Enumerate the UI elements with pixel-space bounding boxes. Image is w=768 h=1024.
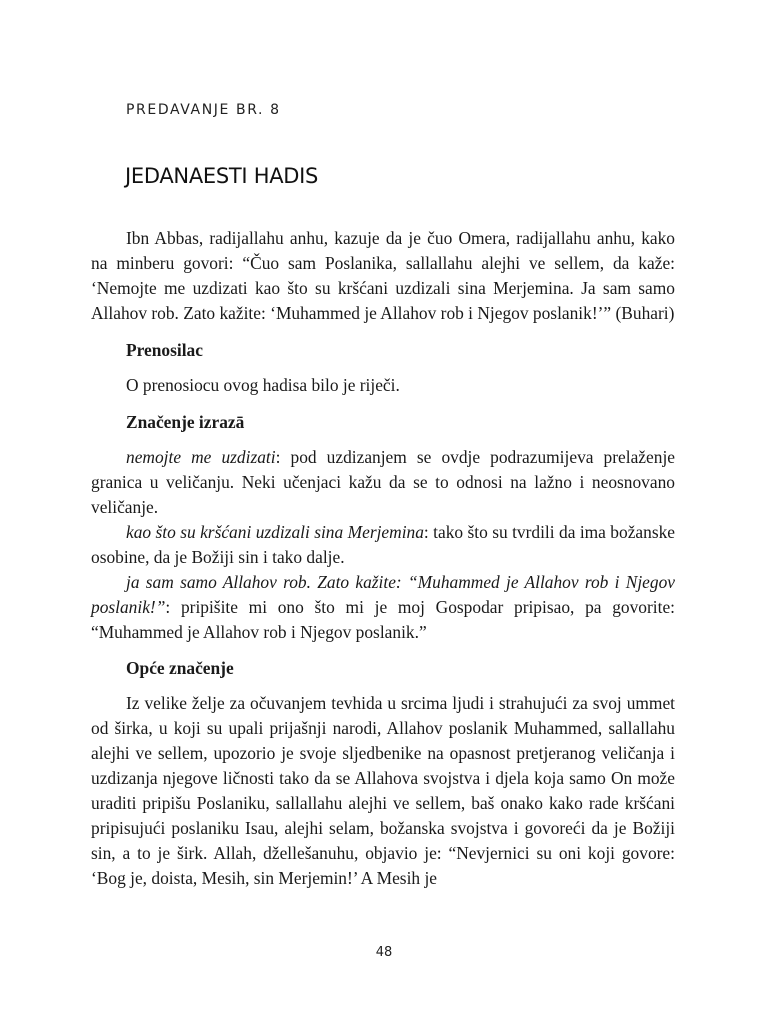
section-heading-general-meaning: Opće značenje [126, 658, 234, 678]
term-definition: : pod uzdizanjem se ovdje podrazumijeva prelaženje granica u veličanju. Neki učenjaci kažu da se to odnosi na lažno i neosnovano veličanje. [91, 447, 675, 517]
term-entry [91, 520, 675, 570]
hadith-paragraph: Ibn Abbas, radijallahu anhu, kazuje da je čuo Omera, radijallahu anhu, kako na minberu govori: “Čuo sam Poslanika, sallallahu alejhi ve sellem, da kaže: ‘Nemojte me uzdizati kao što su kršćani uzdizali sina Merjemina. Ja sam samo Allahov rob. Zato kažite: ‘Muhammed je Allahov rob i Njegov poslanik!’” (Buhari) [91, 228, 675, 323]
term-phrase: nemojte me uzdizati [126, 447, 276, 467]
term-entry [91, 445, 675, 520]
running-head: PREDAVANJE BR. 8 [126, 102, 281, 118]
page-body [91, 226, 675, 891]
page-number: 48 [375, 945, 393, 960]
term-phrase: kao što su kršćani uzdizali sina Merjemina [126, 522, 424, 542]
general-meaning-paragraph: Iz velike želje za očuvanjem tevhida u srcima ljudi i strahujući za svoj ummet od širka, u koji su upali prijašnji narodi, Allahov poslanik Muhammed, sallallahu alejhi ve sellem, upozorio je svoje sljedbenike na opasnost pretjeranog veličanja i uzdizanja njegove ličnosti tako da se Allahova svojstva i djela koja samo On može uraditi pripišu Poslaniku, sallallahu alejhi ve sellem, baš onako kako rade kršćani pripisujući poslaniku Isau, alejhi selam, božanska svojstva i govoreći da je Božiji sin, a to je širk. Allah, džellešanuhu, objavio je: “Nevjernici su oni koji govore: ‘Bog je, doista, Mesih, sin Merjemin!’ A Mesih je [91, 693, 675, 888]
term-definition: : tako što su tvrdili da ima božanske osobine, da je Božiji sin i tako dalje. [91, 522, 676, 567]
term-phrase: ja sam samo Allahov rob. Zato kažite: “Muhammed je Allahov rob i Njegov poslanik!” [91, 572, 675, 617]
section-heading-terms: Značenje izrazā [126, 412, 245, 432]
narrator-paragraph: O prenosiocu ovog hadisa bilo je riječi. [126, 375, 400, 395]
section-heading-narrator: Prenosilac [126, 340, 203, 360]
chapter-title: JEDANAESTI HADIS [125, 164, 319, 188]
term-entry [91, 570, 675, 645]
term-definition: : pripišite mi ono što mi je moj Gospodar pripisao, pa govorite: “Muhammed je Allahov rob i Njegov poslanik.” [91, 597, 675, 642]
